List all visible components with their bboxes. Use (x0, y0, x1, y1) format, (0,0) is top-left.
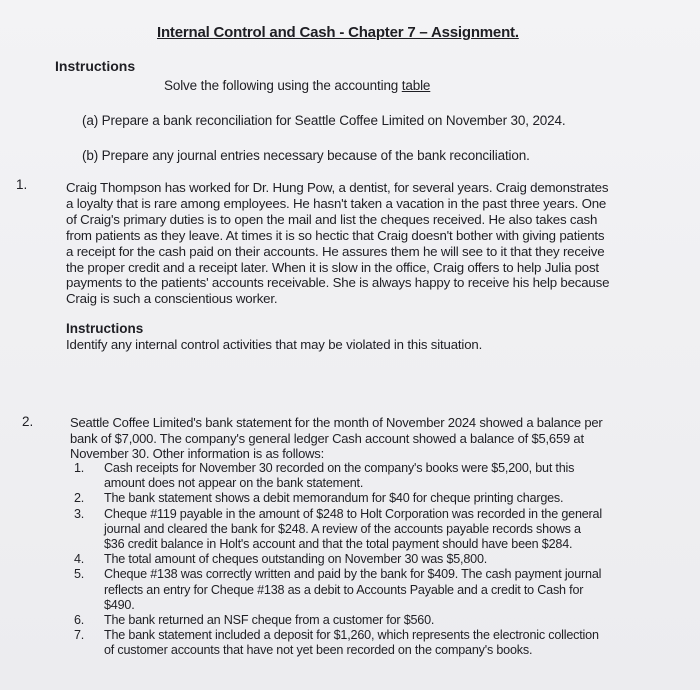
q2-line: Seattle Coffee Limited's bank statement for the month of November 2024 showed a balance per (70, 415, 603, 430)
list-item-text: $36 credit balance in Holt's account and that the total payment should have been $284. (104, 537, 573, 552)
instructions-heading: Instructions (55, 58, 136, 74)
accounting-table-link[interactable]: table (401, 78, 431, 93)
list-item-number: 3. (74, 506, 85, 521)
q1-line: the proper credit and a receipt later. When it is slow in the office, Craig offers to help Julia post (66, 259, 599, 275)
q1-line: a loyalty that is rare among employees. He hasn't taken a vacation in the past three years. One (66, 195, 607, 211)
q1-line: Craig is such a conscientious worker. (66, 291, 278, 307)
q1-instructions-text: Identify any internal control activities that may be violated in this situation. (66, 337, 483, 352)
list-item (74, 628, 602, 658)
q2-line: November 30. Other information is as follows: (70, 446, 324, 461)
list-item-number: 1. (74, 461, 85, 475)
solve-instruction (164, 78, 430, 93)
list-item (74, 491, 602, 506)
list-item (74, 507, 602, 553)
q1-line: Craig Thompson has worked for Dr. Hung Pow, a dentist, for several years. Craig demonstrates (66, 180, 609, 195)
list-item-text: reflects an entry for Cheque #138 as a debit to Accounts Payable and a credit to Cash for (104, 582, 584, 597)
solve-text: Solve the following using the accounting (164, 78, 402, 93)
q1-line: from patients as they leave. At times it is so hectic that Craig doesn't bother with giving patients (66, 227, 605, 243)
list-item (74, 461, 602, 491)
list-item-text: Cheque #138 was correctly written and paid by the bank for $409. The cash payment journal (104, 567, 602, 582)
list-item (74, 567, 602, 613)
list-item-text: The total amount of cheques outstanding on November 30 was $5,800. (104, 552, 488, 567)
list-item-number: 7. (74, 628, 85, 643)
list-item-number: 2. (74, 491, 85, 506)
q1-line: of Craig's primary duties is to open the mail and list the cheques received. He also takes cash (66, 211, 598, 227)
question-1-text (66, 180, 609, 307)
list-item-text: The bank statement shows a debit memorandum for $40 for cheque printing charges. (104, 491, 564, 506)
list-item-number: 6. (74, 613, 85, 628)
list-item-text: Cheque #119 payable in the amount of $248 to Holt Corporation was recorded in the general (104, 506, 602, 521)
q2-line: bank of $7,000. The company's general ledger Cash account showed a balance of $5,659 at (70, 430, 584, 446)
list-item-number: 4. (74, 552, 85, 567)
part-a-instruction: (a) Prepare a bank reconciliation for Seattle Coffee Limited on November 30, 2024. (82, 113, 566, 128)
q2-info-list (74, 461, 602, 659)
list-item-text: $490. (104, 597, 135, 612)
q1-line: a receipt for the cash paid on their accounts. He assures them he will see to it that they receive (66, 243, 605, 259)
list-item (74, 552, 602, 567)
list-item-text: journal and cleared the bank for $248. A review of the accounts payable records shows a (104, 521, 581, 536)
question-2-number: 2. (22, 414, 34, 429)
q1-line: payments to the patients' accounts receivable. She is always happy to receive his help because (66, 275, 610, 291)
list-item-text: amount does not appear on the bank statement. (104, 476, 364, 491)
list-item (74, 613, 602, 628)
list-item-text: Cash receipts for November 30 recorded on the company's books were $5,200, but this (104, 461, 575, 475)
list-item-text: The bank statement included a deposit for $1,260, which represents the electronic collection (104, 628, 599, 643)
list-item-text: of customer accounts that have not yet been recorded on the company's books. (104, 643, 533, 658)
part-b-instruction: (b) Prepare any journal entries necessary because of the bank reconciliation. (82, 148, 530, 163)
q1-instructions-heading: Instructions (66, 321, 144, 336)
page-title: Internal Control and Cash - Chapter 7 – Assignment. (157, 24, 519, 41)
question-1-number: 1. (16, 177, 28, 192)
list-item-text: The bank returned an NSF cheque from a customer for $560. (104, 613, 435, 628)
question-2-text (70, 415, 603, 462)
list-item-number: 5. (74, 567, 85, 582)
